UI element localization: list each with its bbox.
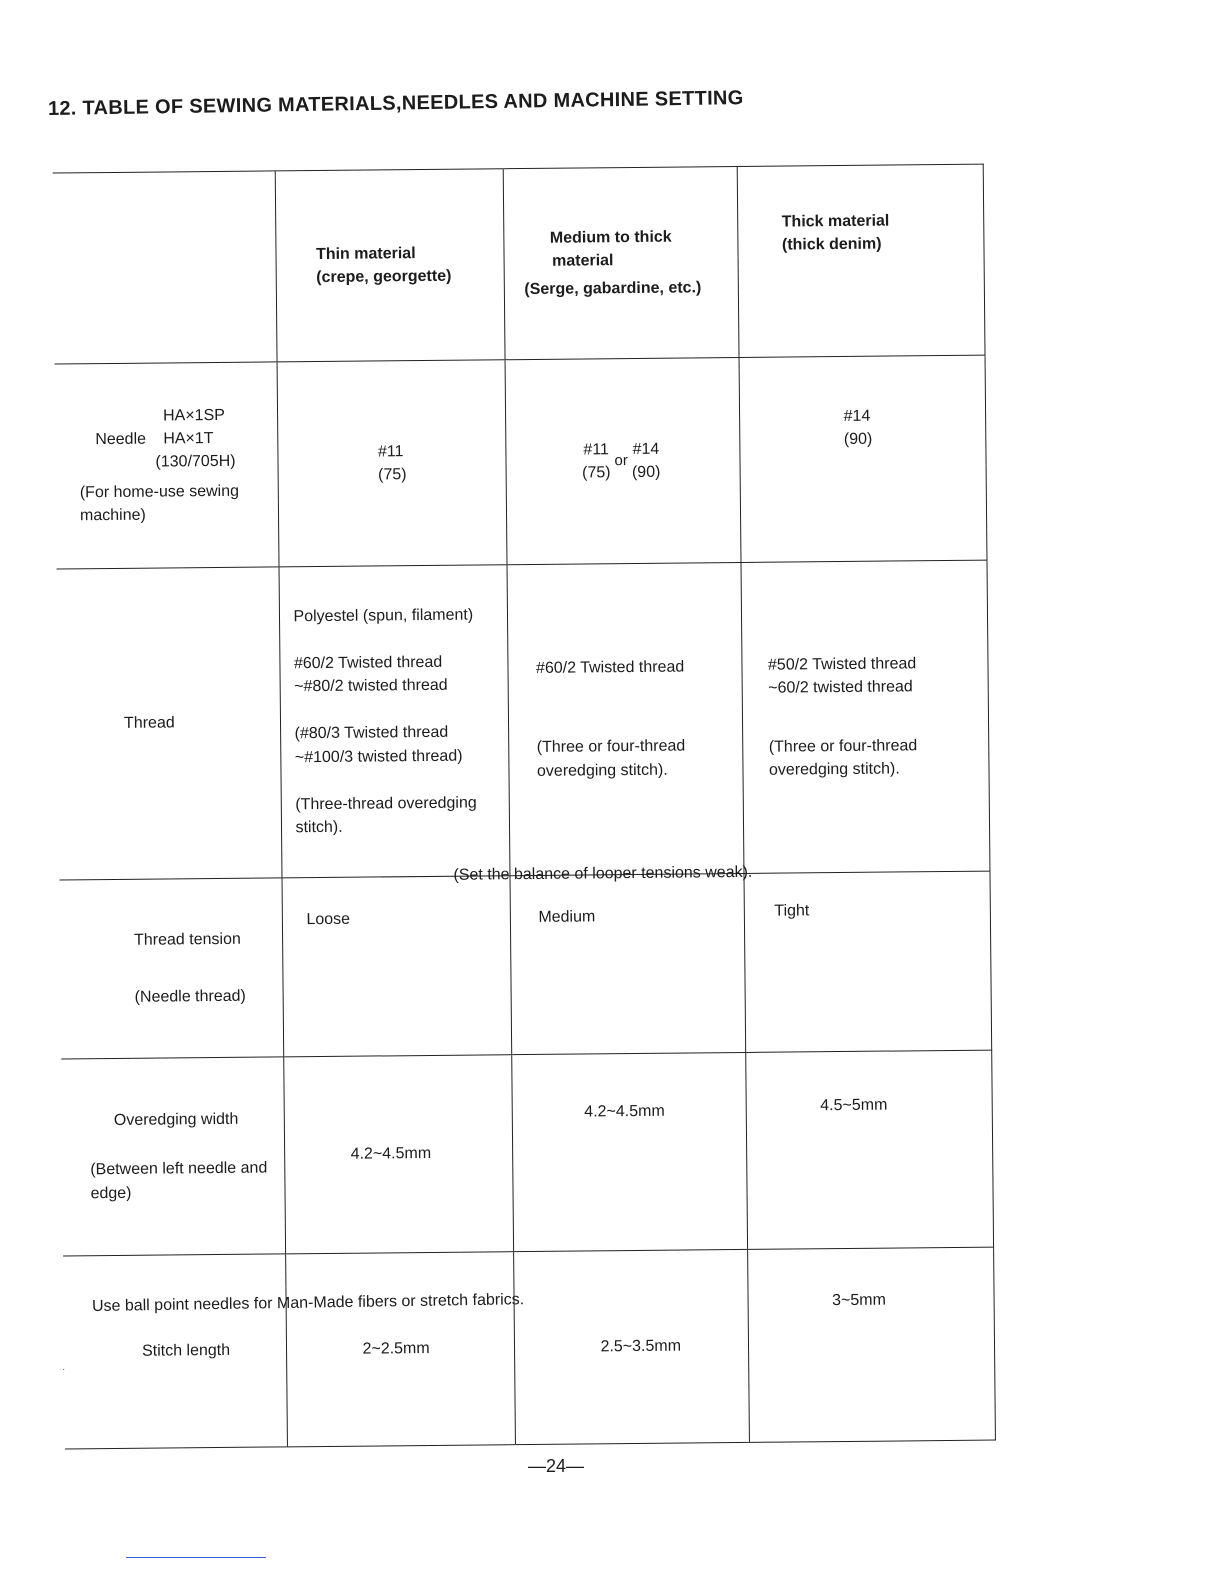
needle-medium-pair-b: [632, 438, 661, 485]
needle-thin: [277, 360, 507, 567]
thread-thin-p4: (Three-thread overedging stitch).: [295, 794, 477, 837]
width-row: [61, 1050, 993, 1256]
needle-note: (For home-use sewing machine): [79, 482, 240, 525]
needle-row: [55, 355, 987, 569]
needle-thick: [739, 355, 987, 562]
thread-thick-p1: [768, 651, 969, 699]
thread-row: [57, 560, 990, 880]
header-thick-material: [737, 164, 985, 357]
header-thin-material: [275, 169, 505, 362]
corner-cell: [53, 171, 277, 364]
thread-medium: [507, 562, 744, 875]
needle-medium-size-a: (75): [582, 464, 611, 482]
width-thick-value: 4.5~5mm: [820, 1096, 888, 1115]
thread-thin-p3a: (#80/3 Twisted thread: [294, 724, 449, 743]
thread-thick: [740, 560, 989, 873]
needle-model-3: (130/705H): [155, 453, 236, 471]
stitch-label-cell: [63, 1254, 287, 1449]
page-title: 12. TABLE OF SEWING MATERIALS,NEEDLES AND MACHINE SETTING: [47, 87, 744, 120]
tension-thin-value: Loose: [306, 910, 351, 929]
width-thick: [745, 1050, 993, 1249]
thread-thin-p1: Polyestel (spun, filament): [293, 606, 474, 626]
needle-thin-number: #11: [377, 443, 404, 461]
needle-model-2: HA×1T: [163, 430, 214, 448]
header-thin-line1: Thin material: [315, 244, 416, 263]
needle-thick-size: (90): [843, 430, 873, 449]
header-medium-line3: (Serge, gabardine, etc.): [524, 278, 702, 298]
thread-label-cell: [57, 567, 282, 880]
thread-label: Thread: [123, 714, 175, 733]
header-medium-line1: Medium to thick: [549, 228, 672, 248]
header-thick-line2: (thick denim): [781, 235, 882, 254]
page-number: —24—: [528, 1456, 585, 1476]
needle-medium-size-b: (90): [631, 463, 661, 482]
stitch-thick-value: 3~5mm: [832, 1291, 886, 1310]
thread-thick-p1a: #50/2 Twisted thread: [767, 654, 917, 674]
blue-underline: [126, 1557, 266, 1558]
width-thin: [283, 1055, 513, 1254]
tension-label: Thread tension: [134, 930, 241, 949]
width-sublabel: (Between left needle and edge): [90, 1159, 268, 1202]
thread-thin-p2b: ~#80/2 twisted thread: [294, 677, 448, 696]
width-label-cell: [61, 1057, 285, 1256]
scan-mark: ·: [62, 1364, 66, 1375]
needle-thick-number: #14: [843, 407, 871, 425]
thread-thin-p2a: #60/2 Twisted thread: [293, 653, 443, 673]
needle-label: Needle: [95, 430, 147, 449]
thread-medium-p1: #60/2 Twisted thread: [535, 658, 685, 678]
tension-sublabel: (Needle thread): [134, 987, 246, 1006]
stitch-thin: [285, 1252, 515, 1447]
tension-thick-value: Tight: [774, 902, 810, 920]
tension-medium: [509, 873, 745, 1054]
needle-medium-or: or: [614, 452, 628, 470]
thread-medium-p2: (Three or four-thread overedging stitch).: [536, 737, 686, 780]
header-row: [53, 164, 985, 364]
settings-table: [53, 164, 996, 1450]
width-medium: [511, 1052, 747, 1251]
header-medium-line2: material: [552, 252, 614, 271]
width-medium-value: 4.2~4.5mm: [584, 1102, 665, 1121]
header-thick-line1: Thick material: [781, 212, 890, 231]
tension-medium-value: Medium: [538, 908, 596, 926]
stitch-label: Stitch length: [141, 1342, 231, 1361]
tension-balance-note: (Set the balance of looper tensions weak).: [453, 863, 753, 884]
stitch-medium-value: 2.5~3.5mm: [600, 1337, 682, 1356]
needle-medium-pair-a: [582, 438, 611, 485]
stitch-row: [63, 1247, 995, 1449]
stitch-thick: [747, 1247, 995, 1442]
tension-thin: [282, 876, 512, 1057]
thread-thick-p1b: ~60/2 twisted thread: [768, 678, 913, 697]
needle-medium-number-a: #11: [583, 441, 609, 459]
stitch-medium: [513, 1249, 749, 1444]
tension-label-cell: [60, 878, 284, 1059]
header-medium-material: [503, 166, 739, 359]
thread-thin-p3b: ~#100/3 twisted thread): [294, 747, 463, 766]
width-label: Overedging width: [113, 1111, 239, 1130]
thread-thick-p2: (Three or four-thread overedging stitch).: [768, 737, 918, 779]
width-thin-value: 4.2~4.5mm: [350, 1145, 432, 1164]
needle-thin-size: (75): [378, 466, 407, 484]
thread-thin-p2: [294, 650, 489, 698]
needle-medium: [505, 357, 741, 564]
thread-thin-p3: [295, 721, 490, 769]
stitch-thin-value: 2~2.5mm: [362, 1340, 430, 1359]
needle-label-cell: [55, 362, 279, 569]
header-thin-line2: (crepe, georgette): [316, 267, 452, 287]
footnote: Use ball point needles for Man-Made fibers or stretch fabrics.: [91, 1291, 525, 1315]
needle-model-1: HA×1SP: [162, 406, 225, 425]
needle-medium-number-b: #14: [632, 440, 660, 458]
tension-row: [60, 871, 992, 1059]
thread-thin: [279, 565, 510, 878]
tension-thick: [743, 871, 991, 1052]
